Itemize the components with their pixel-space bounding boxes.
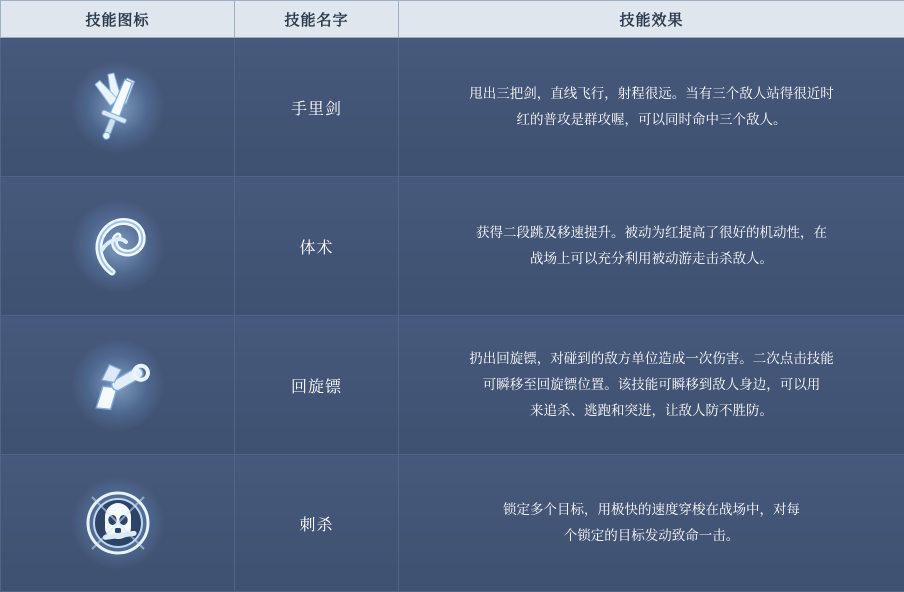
effect-line: 红的普攻是群攻喔，可以同时命中三个敌人。 — [425, 107, 878, 133]
table-body — [1, 38, 904, 592]
skill-icon-cell — [1, 455, 235, 592]
boomerang-kunai-icon — [75, 342, 161, 428]
skill-effect-cell — [399, 316, 904, 455]
skill-icon-cell — [1, 38, 235, 177]
swirl-martial-arts-icon — [75, 203, 161, 289]
skill-name-cell: 刺杀 — [235, 455, 399, 592]
effect-line: 来追杀、逃跑和突进，让敌人防不胜防。 — [425, 398, 878, 424]
table-header — [1, 1, 904, 38]
effect-line: 获得二段跳及移速提升。被动为红提高了很好的机动性，在 — [425, 220, 878, 246]
effect-line: 个锁定的目标发动致命一击。 — [425, 523, 878, 549]
table-row — [1, 177, 904, 316]
table-row — [1, 38, 904, 177]
skill-effect-cell — [399, 38, 904, 177]
assassination-skull-icon — [75, 480, 161, 566]
skill-effect-cell — [399, 455, 904, 592]
column-header-name: 技能名字 — [235, 1, 399, 38]
effect-line: 扔出回旋镖，对碰到的敌方单位造成一次伤害。二次点击技能 — [425, 346, 878, 372]
skill-icon-cell — [1, 177, 235, 316]
skill-effect-cell — [399, 177, 904, 316]
skill-icon-cell — [1, 316, 235, 455]
skill-name-cell: 体术 — [235, 177, 399, 316]
shuriken-sword-icon — [75, 64, 161, 150]
skill-name-cell: 回旋镖 — [235, 316, 399, 455]
table-row — [1, 316, 904, 455]
column-header-effect: 技能效果 — [399, 1, 904, 38]
table-header-row — [1, 1, 904, 38]
table-row — [1, 455, 904, 592]
effect-line: 可瞬移至回旋镖位置。该技能可瞬移到敌人身边，可以用 — [425, 372, 878, 398]
effect-line: 甩出三把剑，直线飞行，射程很远。当有三个敌人站得很近时 — [425, 81, 878, 107]
effect-line: 战场上可以充分利用被动游走击杀敌人。 — [425, 246, 878, 272]
column-header-icon: 技能图标 — [1, 1, 235, 38]
effect-line: 锁定多个目标，用极快的速度穿梭在战场中，对每 — [425, 497, 878, 523]
skill-name-cell: 手里剑 — [235, 38, 399, 177]
